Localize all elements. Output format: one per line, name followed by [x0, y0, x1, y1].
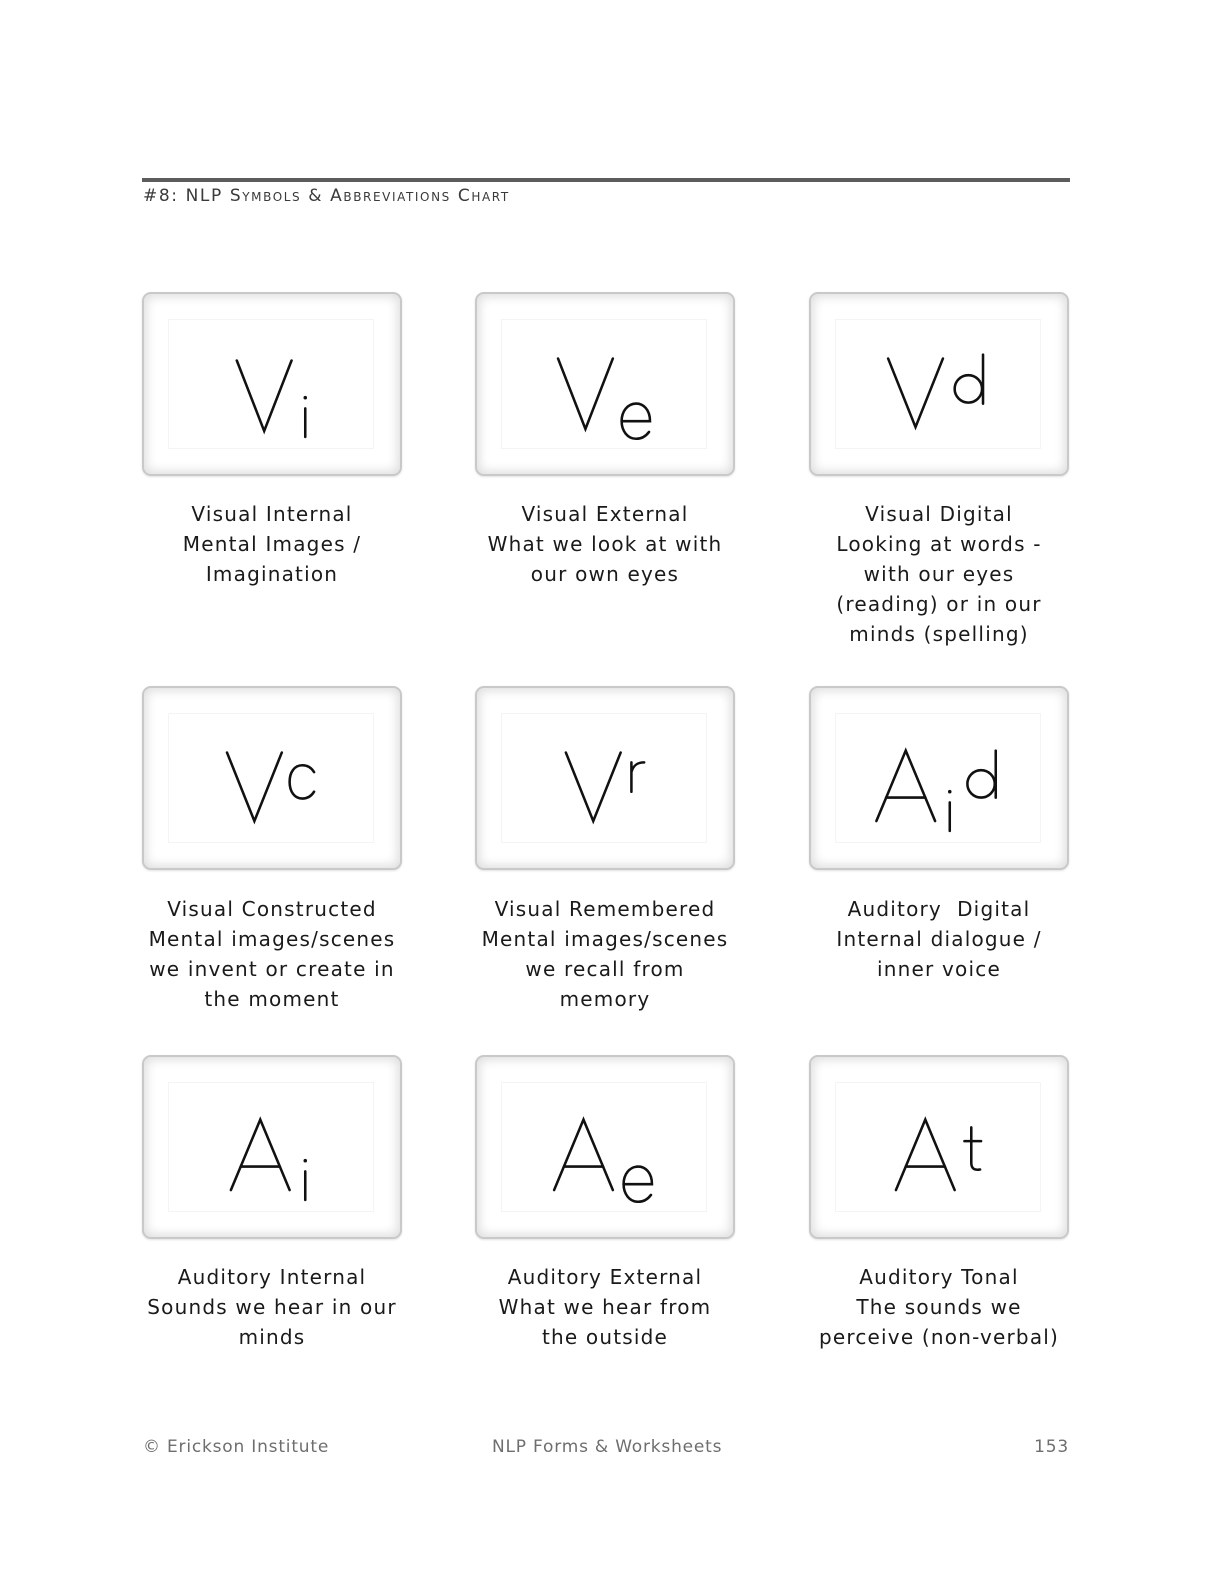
caption-vc	[122, 894, 422, 1014]
caption-ai	[122, 1262, 422, 1352]
caption-ve	[455, 499, 755, 589]
caption-line: Sounds we hear in our	[147, 1295, 397, 1319]
caption-title: Visual Constructed	[167, 897, 377, 921]
symbol-ai-icon	[144, 1057, 400, 1237]
caption-line: The sounds we	[856, 1295, 1022, 1319]
symbol-card-at	[809, 1055, 1069, 1239]
caption-line: our own eyes	[530, 562, 680, 586]
symbol-vr-icon	[477, 688, 733, 868]
caption-line: Looking at words -	[836, 532, 1042, 556]
symbol-vi-icon	[144, 294, 400, 474]
caption-line: Mental Images /	[182, 532, 362, 556]
caption-line: memory	[559, 987, 651, 1011]
caption-title: Auditory Tonal	[859, 1265, 1019, 1289]
symbol-card-vr	[475, 686, 735, 870]
caption-title: Visual Digital	[865, 502, 1013, 526]
caption-line: What we hear from	[498, 1295, 712, 1319]
caption-at	[789, 1262, 1089, 1352]
caption-line: we invent or create in	[149, 957, 395, 981]
caption-title: Visual External	[521, 502, 689, 526]
symbol-at-icon	[811, 1057, 1067, 1237]
symbol-card-vi	[142, 292, 402, 476]
symbol-card-ai	[142, 1055, 402, 1239]
symbol-vd-icon	[811, 294, 1067, 474]
caption-vi	[122, 499, 422, 589]
caption-title: Auditory Digital	[847, 897, 1031, 921]
symbol-vc-icon	[144, 688, 400, 868]
symbol-ae-icon	[477, 1057, 733, 1237]
caption-ae	[455, 1262, 755, 1352]
caption-line: Mental images/scenes	[481, 927, 729, 951]
caption-title: Visual Internal	[191, 502, 353, 526]
symbol-ve-icon	[477, 294, 733, 474]
caption-line: perceive (non-verbal)	[818, 1325, 1060, 1349]
symbol-aid-icon	[811, 688, 1067, 868]
symbol-card-ae	[475, 1055, 735, 1239]
caption-line: What we look at with	[487, 532, 723, 556]
footer-book-title: NLP Forms & Worksheets	[492, 1437, 723, 1457]
caption-aid	[789, 894, 1089, 984]
caption-line: the outside	[541, 1325, 669, 1349]
symbol-card-ve	[475, 292, 735, 476]
caption-vd	[789, 499, 1089, 649]
caption-line: minds (spelling)	[849, 622, 1029, 646]
caption-title: Auditory External	[507, 1265, 703, 1289]
caption-line: (reading) or in our	[836, 592, 1042, 616]
caption-title: Visual Remembered	[494, 897, 716, 921]
caption-line: inner voice	[877, 957, 1001, 981]
symbol-card-aid	[809, 686, 1069, 870]
caption-line: Internal dialogue /	[836, 927, 1042, 951]
caption-line: Imagination	[205, 562, 339, 586]
footer-page-number: 153	[1034, 1437, 1069, 1457]
caption-line: minds	[238, 1325, 306, 1349]
caption-line: we recall from	[525, 957, 685, 981]
caption-line: the moment	[204, 987, 340, 1011]
caption-vr	[455, 894, 755, 1014]
symbol-card-vd	[809, 292, 1069, 476]
footer-copyright: © Erickson Institute	[143, 1437, 330, 1457]
header-rule	[142, 178, 1070, 182]
caption-title: Auditory Internal	[177, 1265, 367, 1289]
caption-line: Mental images/scenes	[148, 927, 396, 951]
caption-line: with our eyes	[863, 562, 1015, 586]
page-title: #8: NLP Symbols & Abbreviations Chart	[143, 186, 510, 206]
symbol-card-vc	[142, 686, 402, 870]
